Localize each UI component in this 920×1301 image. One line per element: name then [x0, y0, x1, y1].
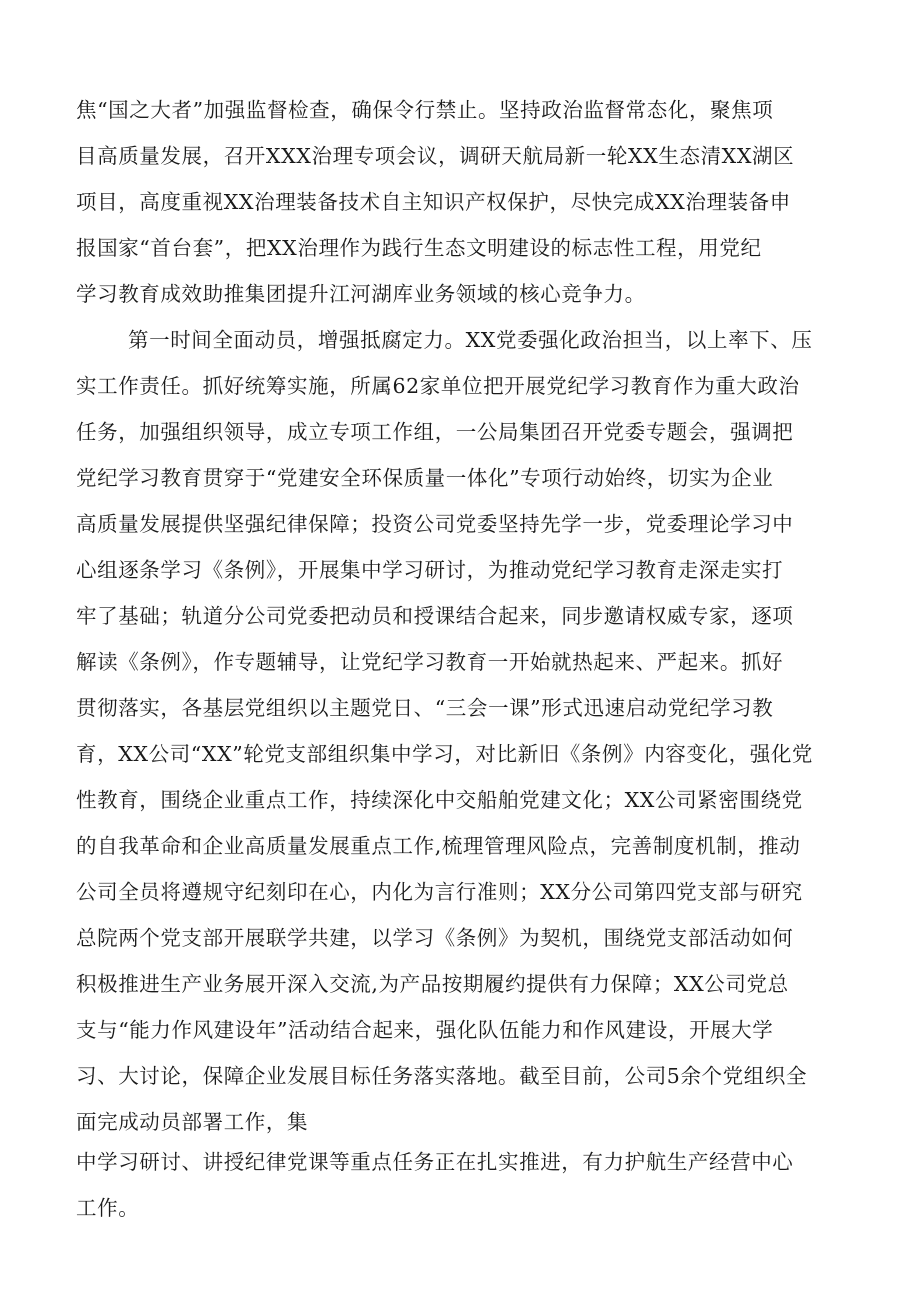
text-line: 高质量发展提供坚强纪律保障；投资公司党委坚持先学一步，党委理论学习中: [76, 512, 794, 536]
text-line: 任务，加强组织领导，成立专项工作组，一公局集团召开党委专题会，强调把: [76, 420, 794, 444]
text-line: 实工作责任。抓好统筹实施，所属62家单位把开展党纪学习教育作为重大政治: [76, 374, 800, 398]
text-line: 中学习研讨、讲授纪律党课等重点任务正在扎实推进，有力护航生产经营中心: [76, 1150, 794, 1174]
text-line: 习、大讨论，保障企业发展目标任务落实落地。截至目前，公司5余个党组织全: [76, 1064, 808, 1088]
text-line: 项目，高度重视XX治理装备技术自主知识产权保护，尽快完成XX治理装备申: [76, 190, 791, 214]
text-line: 性教育，围绕企业重点工作，持续深化中交船舶党建文化；XX公司紧密围绕党: [76, 788, 803, 812]
text-line: 支与“能力作风建设年”活动结合起来，强化队伍能力和作风建设，开展大学: [76, 1018, 774, 1042]
text-line: 育，XX公司“XX”轮党支部组织集中学习，对比新旧《条例》内容变化，强化党: [76, 742, 814, 766]
text-line: 公司全员将遵规守纪刻印在心，内化为言行准则；XX分公司第四党支部与研究: [76, 880, 803, 904]
text-line: 第一时间全面动员，增强抵腐定力。XX党委强化政治担当，以上率下、压: [128, 328, 813, 352]
text-line: 工作。: [76, 1196, 140, 1220]
text-line: 报国家“首台套”，把XX治理作为践行生态文明建设的标志性工程，用党纪: [76, 236, 762, 260]
text-line: 面完成动员部署工作，集: [76, 1110, 309, 1134]
text-line: 总院两个党支部开展联学共建，以学习《条例》为契机，围绕党支部活动如何: [76, 926, 794, 950]
text-line: 党纪学习教育贯穿于“党建安全环保质量一体化”专项行动始终，切实为企业: [76, 466, 774, 490]
text-line: 目高质量发展，召开XXX治理专项会议，调研天航局新一轮XX生态清XX湖区: [76, 144, 795, 168]
text-line: 学习教育成效助推集团提升江河湖库业务领域的核心竞争力。: [76, 282, 646, 306]
text-line: 心组逐条学习《条例》，开展集中学习研讨，为推动党纪学习教育走深走实打: [76, 558, 784, 582]
text-line: 的自我革命和企业高质量发展重点工作,梳理管理风险点，完善制度机制，推动: [76, 834, 801, 858]
text-line: 焦“国之大者”加强监督检查，确保令行禁止。坚持政治监督常态化，聚焦项: [76, 98, 774, 122]
text-line: 牢了基础；轨道分公司党委把动员和授课结合起来，同步邀请权威专家，逐项: [76, 604, 794, 628]
text-line: 积极推进生产业务展开深入交流,为产品按期履约提供有力保障；XX公司党总: [76, 972, 789, 996]
text-line: 解读《条例》，作专题辅导，让党纪学习教育一开始就热起来、严起来。抓好: [76, 650, 784, 674]
text-line: 贯彻落实，各基层党组织以主题党日、“三会一课”形式迅速启动党纪学习教: [76, 696, 774, 720]
